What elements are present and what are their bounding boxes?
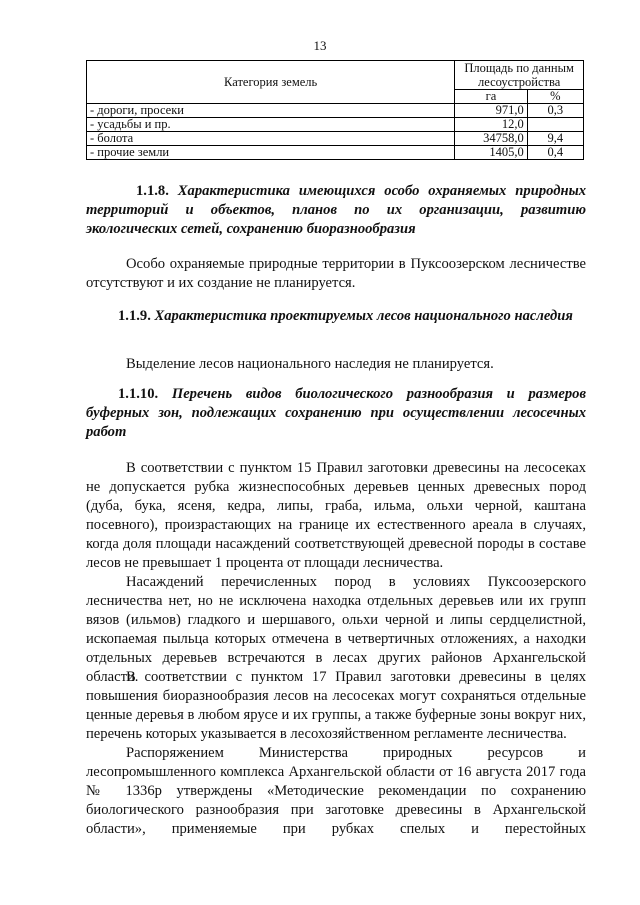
row-name: - болота xyxy=(87,132,455,146)
table-row xyxy=(87,104,584,118)
paragraph: В соответствии с пунктом 15 Правил заготовки древесины на лесосеках не допускается рубка жизнеспособных деревьев ценных древесных пород (дуба, бука, ясеня, кедра, липы, граба, ильма, ольхи черной, каштана посевного), произрастающих на границе их естественного ареала в случаях, когда доля площади насаждений соответствующей древесной породы в составе лесов не превышает 1 процента от площади лесничества. xyxy=(86,460,586,571)
section-heading-1-1-10 xyxy=(86,385,586,442)
section-number: 1.1.10. xyxy=(118,386,159,402)
table-row xyxy=(87,146,584,160)
paragraph: Особо охраняемые природные территории в Пуксоозерском лесничестве отсутствуют и их создание не планируется. xyxy=(86,256,586,291)
table-row xyxy=(87,118,584,132)
row-ha: 971,0 xyxy=(455,104,527,118)
row-ha: 1405,0 xyxy=(455,146,527,160)
row-name: - усадьбы и пр. xyxy=(87,118,455,132)
paragraph: Выделение лесов национального наследия не планируется. xyxy=(126,356,494,372)
category-header: Категория земель xyxy=(87,61,455,104)
section-number: 1.1.9. xyxy=(118,308,151,324)
row-pct: 9,4 xyxy=(527,132,583,146)
unit-pct-header: % xyxy=(527,90,583,104)
section-heading-1-1-9 xyxy=(86,307,586,326)
row-ha: 34758,0 xyxy=(455,132,527,146)
row-ha: 12,0 xyxy=(455,118,527,132)
unit-ha-header: га xyxy=(455,90,527,104)
row-pct: 0,4 xyxy=(527,146,583,160)
row-pct: 0,3 xyxy=(527,104,583,118)
row-pct xyxy=(527,118,583,132)
row-name: - прочие земли xyxy=(87,146,455,160)
section-title: Характеристика имеющихся особо охраняемых природных территорий и объектов, планов по их организации, развитию экологических сетей, сохранению биоразнообразия xyxy=(86,183,586,237)
area-header: Площадь по данным лесоустройства xyxy=(455,61,584,90)
section-title: Перечень видов биологического разнообразия и размеров буферных зон, подлежащих сохранению при осуществлении лесосечных работ xyxy=(86,386,586,440)
section-title: Характеристика проектируемых лесов национального наследия xyxy=(154,308,573,324)
land-category-table xyxy=(86,60,584,160)
page-number: 13 xyxy=(313,38,327,53)
paragraph: В соответствии с пунктом 17 Правил заготовки древесины в целях повышения биоразнообразия лесов на лесосеках могут сохраняться отдельные ценные деревья в любом ярусе и их группы, а также буферные зоны вокруг них, перечень которых указывается в лесохозяйственном регламенте лесничества. xyxy=(86,669,586,742)
section-number: 1.1.8. xyxy=(136,183,169,199)
paragraph: Распоряжением Министерства природных ресурсов и лесопромышленного комплекса Архангельской области от 16 августа 2017 года № 1336р утверждены «Методические рекомендации по сохранению биологического разнообразия при заготовке древесины в Архангельской области», применяемые при рубках спелых и перестойных xyxy=(86,745,586,837)
table-row xyxy=(87,132,584,146)
section-heading-1-1-8 xyxy=(86,182,586,239)
paragraph: Насаждений перечисленных пород в условиях Пуксоозерского лесничества нет, но не исключена находка отдельных деревьев или их групп вязов (ильмов) гладкого и шершавого, ольхи черной и липы сердцелистной, ископаемая пыльца которых отмечена в четвертичных отложениях, а находки отдельных деревьев встречаются в лесах других районов Архангельской области. xyxy=(86,574,586,685)
row-name: - дороги, просеки xyxy=(87,104,455,118)
